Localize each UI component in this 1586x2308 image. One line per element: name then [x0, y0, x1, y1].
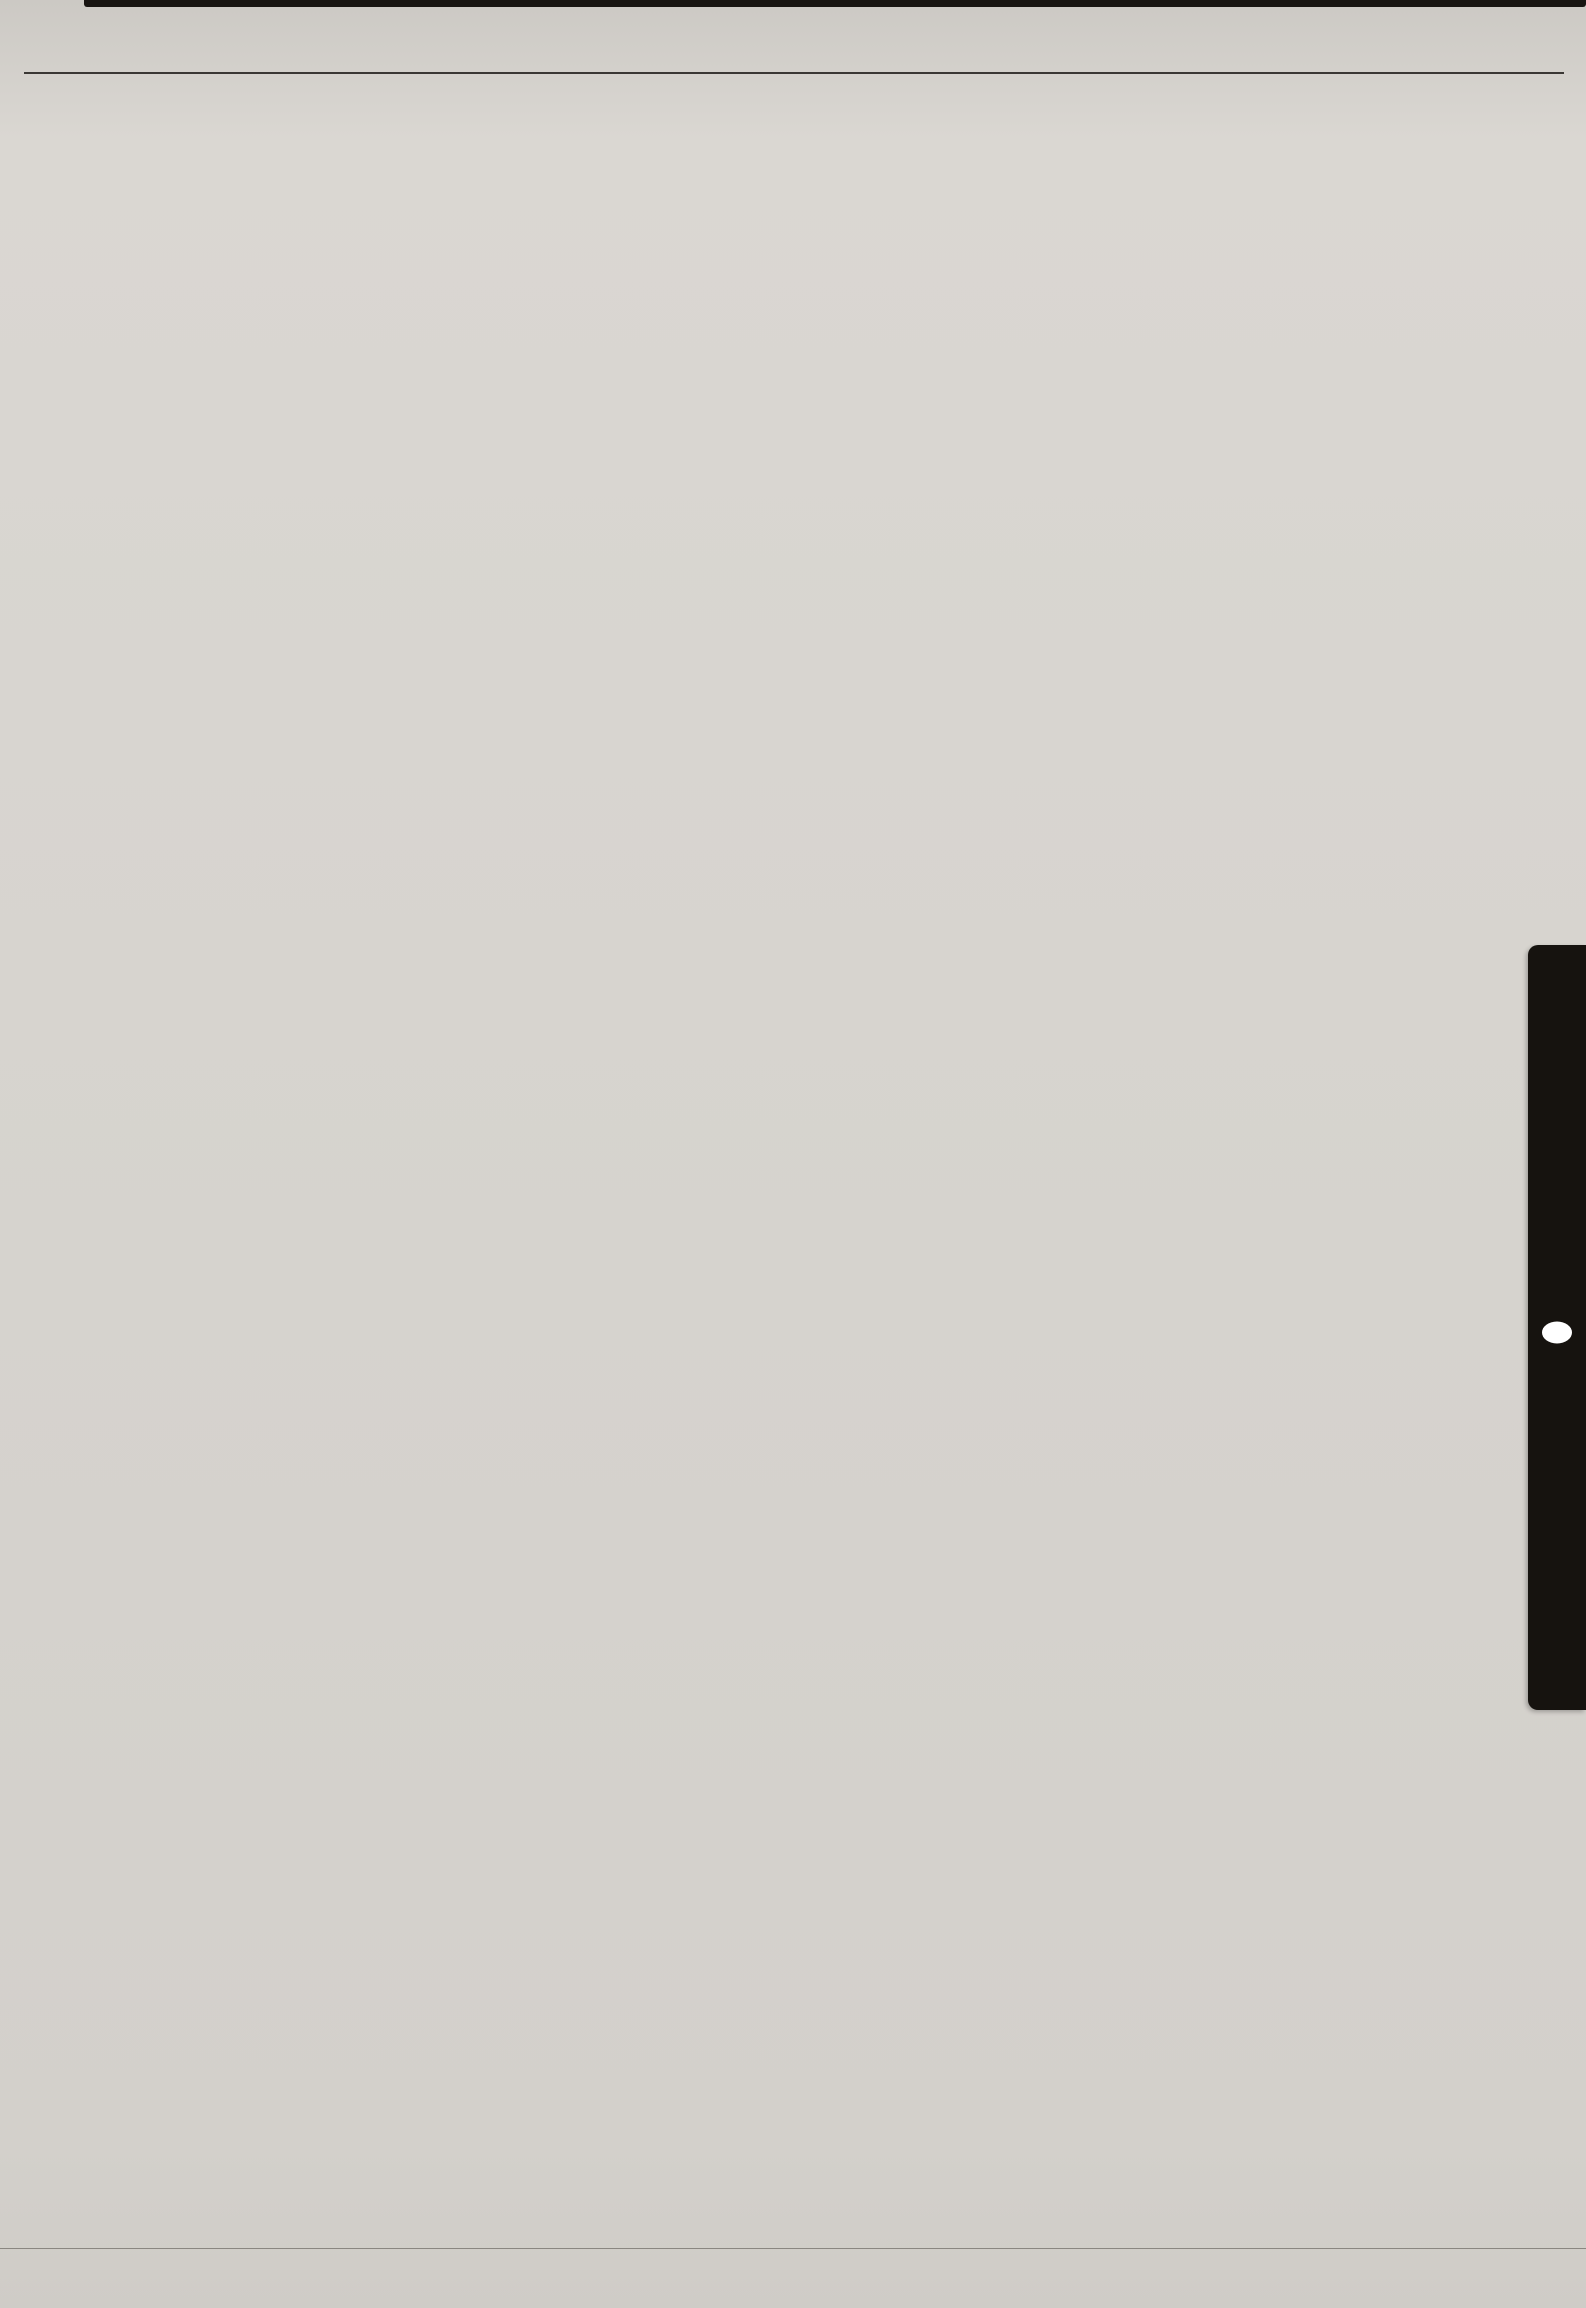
- header-rule: [24, 72, 1564, 74]
- tab-bullet-icon: [1542, 1321, 1572, 1343]
- footer-rule: [0, 2248, 1586, 2249]
- tab-line2: [1542, 1312, 1572, 1343]
- einwohner-tab[interactable]: [1528, 945, 1586, 1710]
- einwohner-tab-label: [1528, 945, 1586, 1710]
- scan-edge-strip: [84, 0, 1586, 7]
